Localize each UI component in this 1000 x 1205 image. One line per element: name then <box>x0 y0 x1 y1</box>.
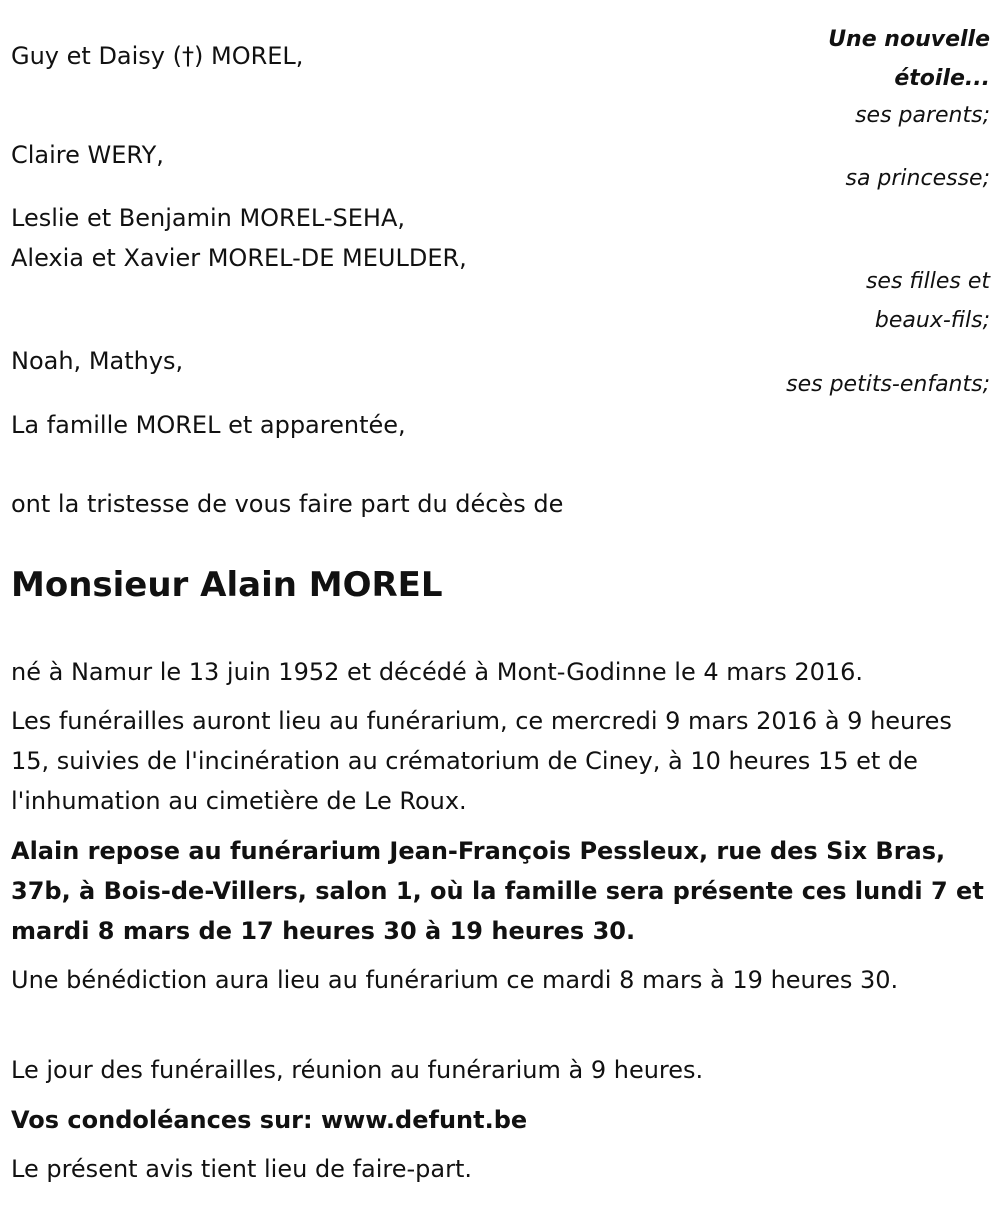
birth-death-paragraph: né à Namur le 13 juin 1952 et décédé à Mont-Godinne le 4 mars 2016. <box>11 658 864 686</box>
deceased-name: Monsieur Alain MOREL <box>11 565 443 605</box>
family-grandchildren: Noah, Mathys, <box>11 347 184 375</box>
family-daughter-1: Leslie et Benjamin MOREL-SEHA, <box>11 204 405 232</box>
family-parents: Guy et Daisy (†) MOREL, <box>11 42 304 70</box>
announcement-text: ont la tristesse de vous faire part du décès de <box>11 490 564 518</box>
relation-grandchildren: ses petits-enfants; <box>786 372 990 397</box>
family-princess: Claire WERY, <box>11 141 164 169</box>
family-extended: La famille MOREL et apparentée, <box>11 411 406 439</box>
family-daughter-2: Alexia et Xavier MOREL-DE MEULDER, <box>11 244 467 272</box>
repose-paragraph: Alain repose au funérarium Jean-François Pessleux, rue des Six Bras, 37b, à Bois-de-Villers, salon 1, où la famille sera présente ces lundi 7 et mardi 8 mars de 17 heures 30 à 19 heures 30. <box>11 837 984 945</box>
blessing-paragraph: Une bénédiction aura lieu au funérarium ce mardi 8 mars à 19 heures 30. <box>11 966 899 994</box>
condolences-link[interactable]: Vos condoléances sur: www.defunt.be <box>11 1106 528 1134</box>
relation-princess: sa princesse; <box>845 166 990 191</box>
relation-daughters-line-1: ses filles et <box>865 269 990 294</box>
relation-heading-line-1: Une nouvelle <box>828 27 990 52</box>
relation-heading-line-2: étoile... <box>894 66 990 91</box>
notice-paragraph: Le présent avis tient lieu de faire-part. <box>11 1155 473 1183</box>
funeral-paragraph: Les funérailles auront lieu au funérarium, ce mercredi 9 mars 2016 à 9 heures 15, suivies de l'incinération au crématorium de Ciney, à 10 heures 15 et de l'inhumation au cimetière de Le Roux. <box>11 707 952 815</box>
relation-daughters-line-2: beaux-fils; <box>874 308 990 333</box>
relation-parents: ses parents; <box>855 103 990 128</box>
meeting-paragraph: Le jour des funérailles, réunion au funérarium à 9 heures. <box>11 1056 704 1084</box>
